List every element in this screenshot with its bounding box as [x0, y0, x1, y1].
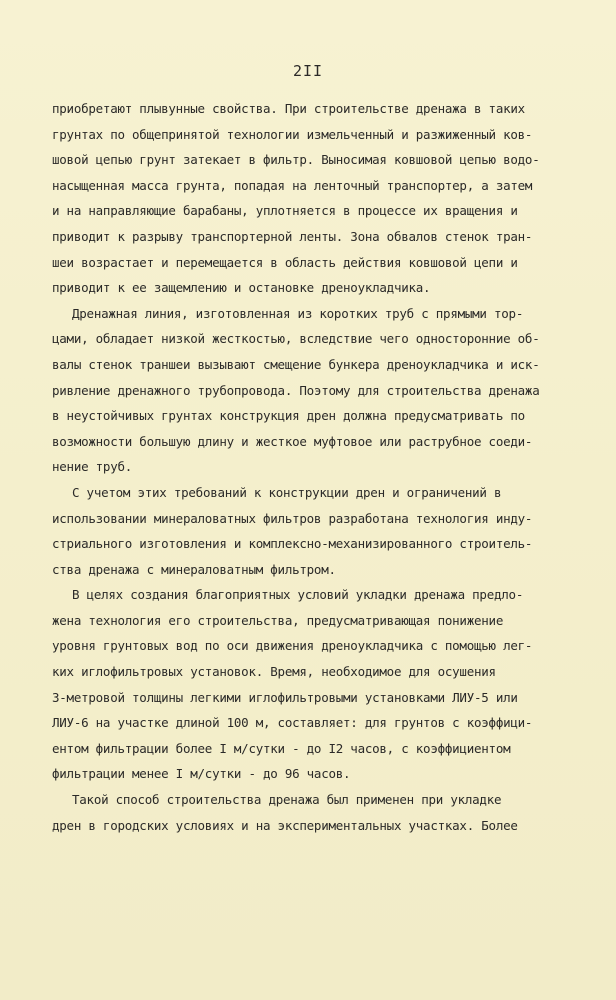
text-line: Такой способ строительства дренажа был применен при укладке: [72, 792, 502, 808]
text-line: уровня грунтовых вод по оси движения дреноукладчика с помощью лег-: [52, 638, 533, 654]
text-line: приводит к ее защемлению и остановке дреноукладчика.: [52, 280, 431, 296]
text-line: С учетом этих требований к конструкции дрен и ограничений в: [72, 484, 502, 500]
text-line: фильтрации менее I м/сутки - до 96 часов.: [52, 766, 351, 782]
text-line: использовании минераловатных фильтров разработана технология инду-: [52, 510, 533, 526]
text-line: ривление дренажного трубопровода. Поэтому для строительства дренажа: [52, 382, 540, 398]
text-line: ства дренажа с минераловатным фильтром.: [52, 561, 336, 577]
text-line: валы стенок траншеи вызывают смещение бункера дреноукладчика и иск-: [52, 356, 540, 372]
page-number: 2II: [292, 62, 324, 80]
text-line: 3-метровой толщины легкими иглофильтровыми установками ЛИУ-5 или: [52, 689, 518, 705]
text-line: приобретают плывунные свойства. При строительстве дренажа в таких: [52, 101, 525, 116]
text-line: приводит к разрыву транспортерной ленты. Зона обвалов стенок тран-: [52, 228, 533, 244]
body-text: [52, 96, 572, 838]
text-line: дрен в городских условиях и на экспериментальных участках. Более: [52, 817, 518, 833]
text-line: цами, обладает низкой жесткостью, вследствие чего односторонние об-: [52, 331, 540, 347]
text-line: ЛИУ-6 на участке длиной 100 м, составляет: для грунтов с коэффици-: [52, 715, 533, 731]
text-line: ких иглофильтровых установок. Время, необходимое для осушения: [52, 664, 496, 680]
text-line: нение труб.: [52, 459, 133, 475]
text-line: Дренажная линия, изготовленная из коротких труб с прямыми тор-: [72, 305, 524, 321]
text-line: шовой цепью грунт затекает в фильтр. Выносимая ковшовой цепью водо-: [52, 152, 540, 168]
text-line: ентом фильтрации более I м/сутки - до I2 часов, с коэффициентом: [52, 740, 511, 756]
text-line: возможности большую длину и жесткое муфтовое или раструбное соеди-: [52, 433, 533, 449]
text-line: жена технология его строительства, предусматривающая понижение: [52, 612, 504, 628]
text-line: стриального изготовления и комплексно-механизированного строитель-: [52, 536, 533, 552]
text-line: шеи возрастает и перемещается в область действия ковшовой цепи и: [52, 254, 518, 270]
text-line: грунтах по общепринятой технологии измельченный и разжиженный ков-: [52, 126, 533, 142]
text-line: насыщенная масса грунта, попадая на ленточный транспортер, а затем: [52, 177, 533, 193]
text-line: В целях создания благоприятных условий укладки дренажа предло-: [72, 587, 524, 603]
text-line: в неустойчивых грунтах конструкция дрен должна предусматривать по: [52, 408, 525, 424]
text-line: и на направляющие барабаны, уплотняется в процессе их вращения и: [52, 203, 518, 219]
